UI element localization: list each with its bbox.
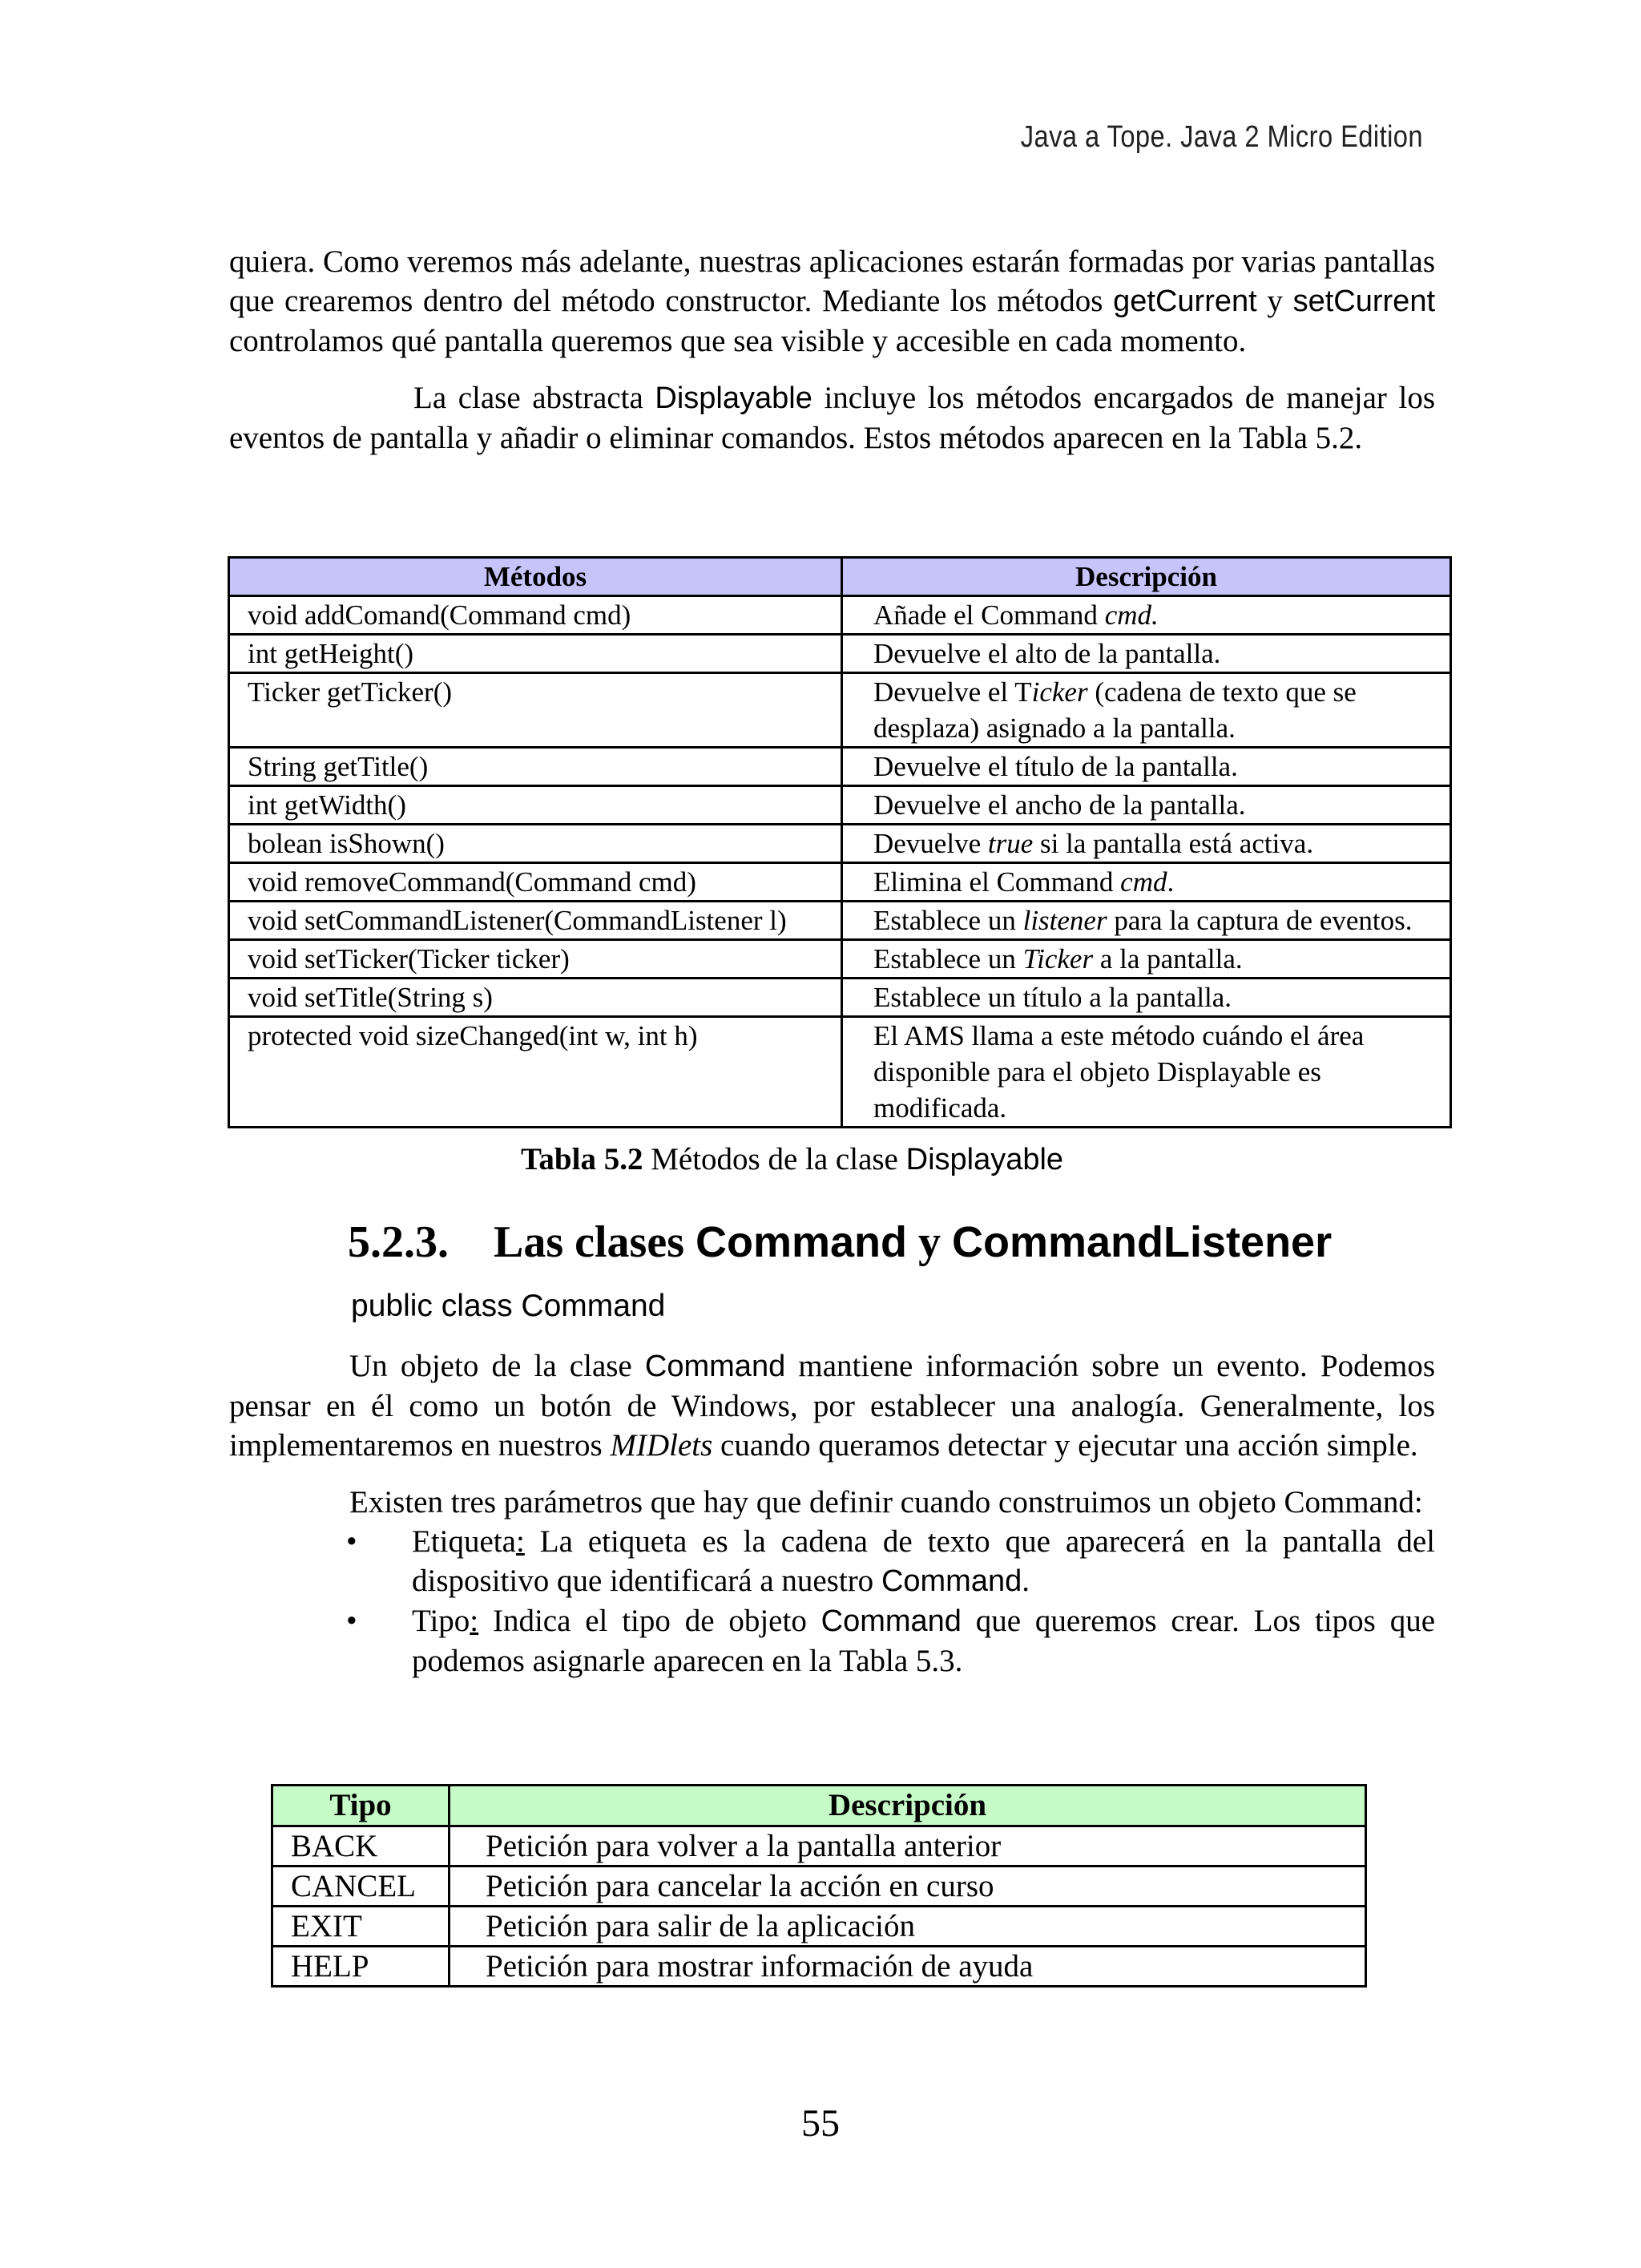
description-cell: Devuelve el Ticker (cadena de texto que se desplaza) asignado a la pantalla.	[842, 673, 1451, 748]
list-item: • Etiqueta: La etiqueta es la cadena de texto que aparecerá en la pantalla del dispositivo que identificará a nuestro Command.	[229, 1522, 1435, 1601]
method-cell: void removeCommand(Command cmd)	[229, 863, 842, 902]
method-cell: int getHeight()	[229, 635, 842, 673]
table-row	[229, 979, 1451, 1017]
method-cell: int getWidth()	[229, 786, 842, 825]
description-cell: Añade el Command cmd.	[842, 596, 1451, 635]
description-cell: Petición para salir de la aplicación	[450, 1907, 1366, 1947]
description-cell: Elimina el Command cmd.	[842, 863, 1451, 902]
command-text	[229, 1346, 1435, 1681]
section-heading: 5.2.3. Las clases Command y CommandListener	[348, 1217, 1333, 1267]
table-row	[272, 1907, 1366, 1947]
table-row	[272, 1866, 1366, 1907]
table-row	[229, 1017, 1451, 1128]
description-cell: Establece un Ticker a la pantalla.	[842, 940, 1451, 979]
intro-text	[229, 242, 1435, 458]
paragraph-2: La clase abstracta Displayable incluye los métodos encargados de manejar los eventos de pantalla y añadir o eliminar comandos. Estos métodos aparecen en la Tabla 5.2.	[229, 381, 1436, 455]
table-row	[229, 596, 1451, 635]
table-row	[272, 1947, 1366, 1987]
bullet-icon: •	[346, 1524, 357, 1559]
paragraph-1: quiera. Como veremos más adelante, nuestras aplicaciones estarán formadas por varias pantallas que crearemos dentro del método constructor. Mediante los métodos getCurrent y setCurrent controlamos qué pantalla queremos que sea visible y accesible en cada momento.	[229, 244, 1436, 358]
description-cell: Devuelve el título de la pantalla.	[842, 748, 1451, 786]
method-cell: Ticker getTicker()	[229, 673, 842, 748]
type-cell: HELP	[272, 1947, 450, 1987]
table-row	[229, 748, 1451, 786]
column-header: Métodos	[229, 558, 842, 596]
bullet-icon: •	[346, 1604, 357, 1638]
method-cell: void setTitle(String s)	[229, 979, 842, 1017]
description-cell: Devuelve true si la pantalla está activa.	[842, 825, 1451, 863]
method-cell: void addComand(Command cmd)	[229, 596, 842, 635]
parameter-list	[229, 1522, 1435, 1681]
page-number: 55	[801, 2102, 840, 2145]
method-cell: void setCommandListener(CommandListener l)	[229, 902, 842, 940]
method-cell: void setTicker(Ticker ticker)	[229, 940, 842, 979]
table-header-row	[272, 1786, 1366, 1826]
description-cell: Devuelve el ancho de la pantalla.	[842, 786, 1451, 825]
description-cell: Petición para volver a la pantalla anterior	[450, 1826, 1366, 1866]
code-getcurrent: getCurrent	[1113, 285, 1257, 318]
method-cell: protected void sizeChanged(int w, int h)	[229, 1017, 842, 1128]
column-header: Descripción	[842, 558, 1451, 596]
table-header-row	[229, 558, 1451, 596]
section-number: 5.2.3.	[348, 1217, 449, 1267]
description-cell: Devuelve el alto de la pantalla.	[842, 635, 1451, 673]
code-displayable: Displayable	[655, 381, 812, 415]
list-item: • Tipo: Indica el tipo de objeto Command que queremos crear. Los tipos que podemos asignarle aparecen en la Tabla 5.3.	[229, 1601, 1435, 1681]
description-cell: El AMS llama a este método cuándo el área disponible para el objeto Displayable es modificada.	[842, 1017, 1451, 1128]
type-cell: EXIT	[272, 1907, 450, 1947]
table-row	[229, 863, 1451, 902]
method-cell: String getTitle()	[229, 748, 842, 786]
description-cell: Petición para cancelar la acción en curso	[450, 1866, 1366, 1907]
description-cell: Petición para mostrar información de ayuda	[450, 1947, 1366, 1987]
paragraph-3: Un objeto de la clase Command mantiene información sobre un evento. Podemos pensar en él como un botón de Windows, por establecer una analogía. Generalmente, los implementaremos en nuestros MIDlets cuando queramos detectar y ejecutar una acción simple.	[229, 1349, 1435, 1463]
table-5-2	[228, 556, 1452, 1128]
table-row	[229, 902, 1451, 940]
method-cell: bolean isShown()	[229, 825, 842, 863]
column-header: Descripción	[450, 1786, 1366, 1826]
table-row	[229, 673, 1451, 748]
document-page: Java a Tope. Java 2 Micro Edition quiera. Como veremos más adelante, nuestras aplicaciones estarán formadas por varias pantallas que crearemos dentro del método constructor. Mediante los métodos getCurrent y setCurrent controlamos qué pantalla queremos que sea visible y accesible en cada momento. La clase abstracta Displayable incluye los métodos encargados de manejar los eventos de pantalla y añadir o eliminar comandos. Estos métodos aparecen en la Tabla 5.2. Métodos Descripción void addComand(Command cmd) Añade el Command cmd. int getHeight() Devuelve el alto de la pantalla. Ticker getTicker() Devuelve el Ticker (cadena de texto que se desplaza) asignado a la pantalla. String getTitle() Devuelve el título de la pantalla. int getWidth() Devuelve el ancho de la pantalla. bolean isShown() Devuelve true si la pantalla está activa. void removeCommand(Command cmd) Elimina el Command cmd. void setCommandListener(CommandListener l) Establece un listener para la captura de eventos. void setTicker(Ticker ticker) Establece un Ticker a la pantalla. void setTitle(String s) Establece un título a la pantalla. protected void sizeChanged(int w, int h) El AMS llama a este método cuándo el área disponible para el objeto Displayable es modificada. Tabla 5.2 Métodos de la clase Displayable 5.2.3. Las clases Command y CommandListener public class Command Un objeto de la clase Command mantiene información sobre un evento. Podemos pensar en él como un botón de Windows, por establecer una analogía. Generalmente, los implementaremos en nuestros MIDlets cuando queramos detectar y ejecutar una acción simple. Existen tres parámetros que hay que definir cuando construimos un objeto Command: • Etiqueta: La etiqueta es la cadena de texto que aparecerá en la pantalla del dispositivo que identificará a nuestro Command. • Tipo: Indica el tipo de objeto Command que queremos crear. Los tipos que podemos asignarle aparecen en la Tabla 5.3. Tipo Descripción BACK Petición para volver a la pantalla anterior CANCEL Petición para cancelar la acción en curso EXIT Petición para salir de la aplicación HELP Petición para mostrar información de ayuda 55	[0, 0, 1641, 2268]
table-row	[229, 786, 1451, 825]
type-cell: CANCEL	[272, 1866, 450, 1907]
table-row	[272, 1826, 1366, 1866]
table-row	[229, 940, 1451, 979]
code-setcurrent: setCurrent	[1292, 285, 1436, 318]
column-header: Tipo	[272, 1786, 450, 1826]
table-row	[229, 635, 1451, 673]
description-cell: Establece un título a la pantalla.	[842, 979, 1451, 1017]
running-header: Java a Tope. Java 2 Micro Edition	[1020, 120, 1423, 154]
type-cell: BACK	[272, 1826, 450, 1866]
class-declaration: public class Command	[351, 1289, 666, 1323]
table-row	[229, 825, 1451, 863]
paragraph-4: Existen tres parámetros que hay que definir cuando construimos un objeto Command:	[349, 1485, 1423, 1519]
table-5-3	[271, 1784, 1367, 1988]
description-cell: Establece un listener para la captura de eventos.	[842, 902, 1451, 940]
